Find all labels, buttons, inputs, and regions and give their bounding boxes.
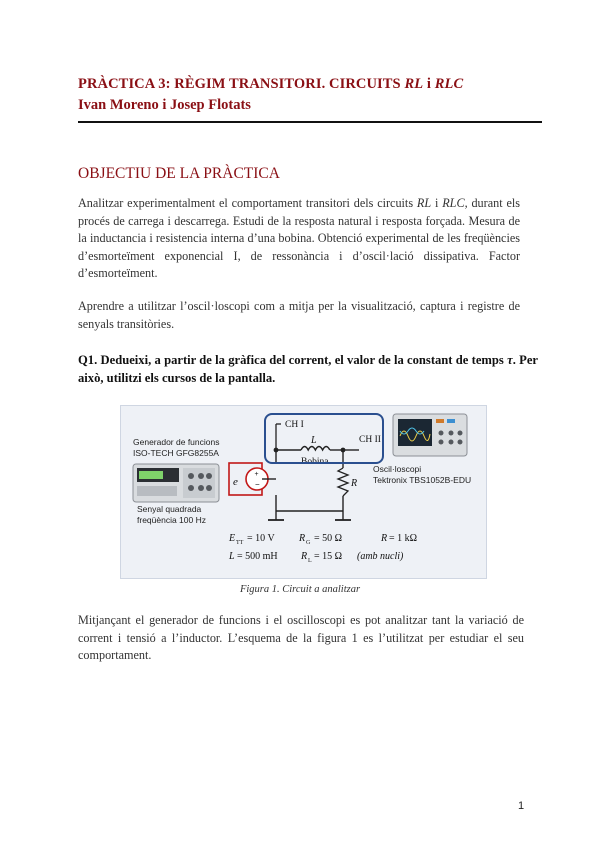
inductor-symbol: L xyxy=(311,435,317,446)
source-symbol: e xyxy=(233,476,238,488)
inductor-coil xyxy=(301,447,330,451)
circuit-diagram xyxy=(121,406,486,578)
oscilloscope-image xyxy=(393,414,467,456)
scope-label-line1: Oscil·loscopi xyxy=(373,464,422,474)
header-divider xyxy=(78,121,542,123)
resistor-symbol: R xyxy=(351,478,358,489)
svg-text:+: + xyxy=(254,471,259,478)
signal-label-line1: Senyal quadrada xyxy=(137,504,202,514)
svg-text:−: − xyxy=(255,480,260,489)
circuit-figure xyxy=(120,405,487,579)
eq-rl-value: = 15 Ω xyxy=(314,551,343,562)
channel-2-label: CH II xyxy=(359,435,381,445)
document-authors: Ivan Moreno i Josep Flotats xyxy=(78,97,251,113)
eq-e-value: = 10 V xyxy=(247,533,275,544)
objective-paragraph: Analitzar experimentalment el comportament transitori dels circuits RL i RLC, durant els procés de carrega i descarrega. Estudi de la resposta natural i resposta forçada. Mesura de la inductancia i resistencia interna d’una bobina. Obtenció experimental de les freqüències d’esmorteïment exponencial I, de ressonància i d’oscil·lació dissipativa. Factor d’esmorteïment. xyxy=(78,196,520,281)
function-generator-image xyxy=(133,464,219,502)
signal-label-line2: freqüència 100 Hz xyxy=(137,515,206,525)
eq-rg-symbol: R xyxy=(299,533,306,544)
page-number: 1 xyxy=(518,800,525,812)
inductor-label: Bobina xyxy=(301,457,329,467)
eq-rl-symbol: R xyxy=(301,551,308,562)
question-1: Q1. Dedueixi, a partir de la gràfica del corrent, el valor de la constant de temps τ. Per això, utilitzi els cursos de la pantalla. xyxy=(78,353,538,385)
eq-e-symbol: E xyxy=(229,533,236,544)
eq-e-subscript: TT xyxy=(236,540,244,546)
document-title: PRÀCTICA 3: RÈGIM TRANSITORI. CIRCUITS RL i RLC xyxy=(78,76,464,92)
eq-r-value: = 1 kΩ xyxy=(389,533,418,544)
method-paragraph: Mitjançant el generador de funcions i el oscilloscopi es pot analitzar tant la variació de corrent i tensió a l’inductor. L’esquema de la figura 1 es l’utilitzat per estudiar el seu comportament. xyxy=(78,613,524,663)
oscilloscope-paragraph: Aprendre a utilitzar l’oscil·loscopi com a mitja per la visualització, captura i registre de senyals transitòries. xyxy=(78,299,520,331)
figure-caption: Figura 1. Circuit a analitzar xyxy=(239,584,361,595)
eq-rg-value: = 50 Ω xyxy=(314,533,343,544)
generator-label-line2: ISO-TECH GFG8255A xyxy=(133,448,219,458)
scope-label-line2: Tektronix TBS1052B-EDU xyxy=(373,475,472,485)
eq-l-value: = 500 mH xyxy=(237,551,278,562)
eq-rl-subscript: L xyxy=(308,558,312,564)
channel-1-label: CH I xyxy=(285,420,304,430)
section-title: OBJECTIU DE LA PRÀCTICA xyxy=(78,165,280,182)
resistor xyxy=(338,468,348,496)
eq-note: (amb nucli) xyxy=(357,551,404,562)
eq-l-symbol: L xyxy=(229,551,235,562)
generator-label-line1: Generador de funcions xyxy=(133,437,220,447)
eq-r-symbol: R xyxy=(381,533,388,544)
eq-rg-subscript: G xyxy=(306,540,311,546)
